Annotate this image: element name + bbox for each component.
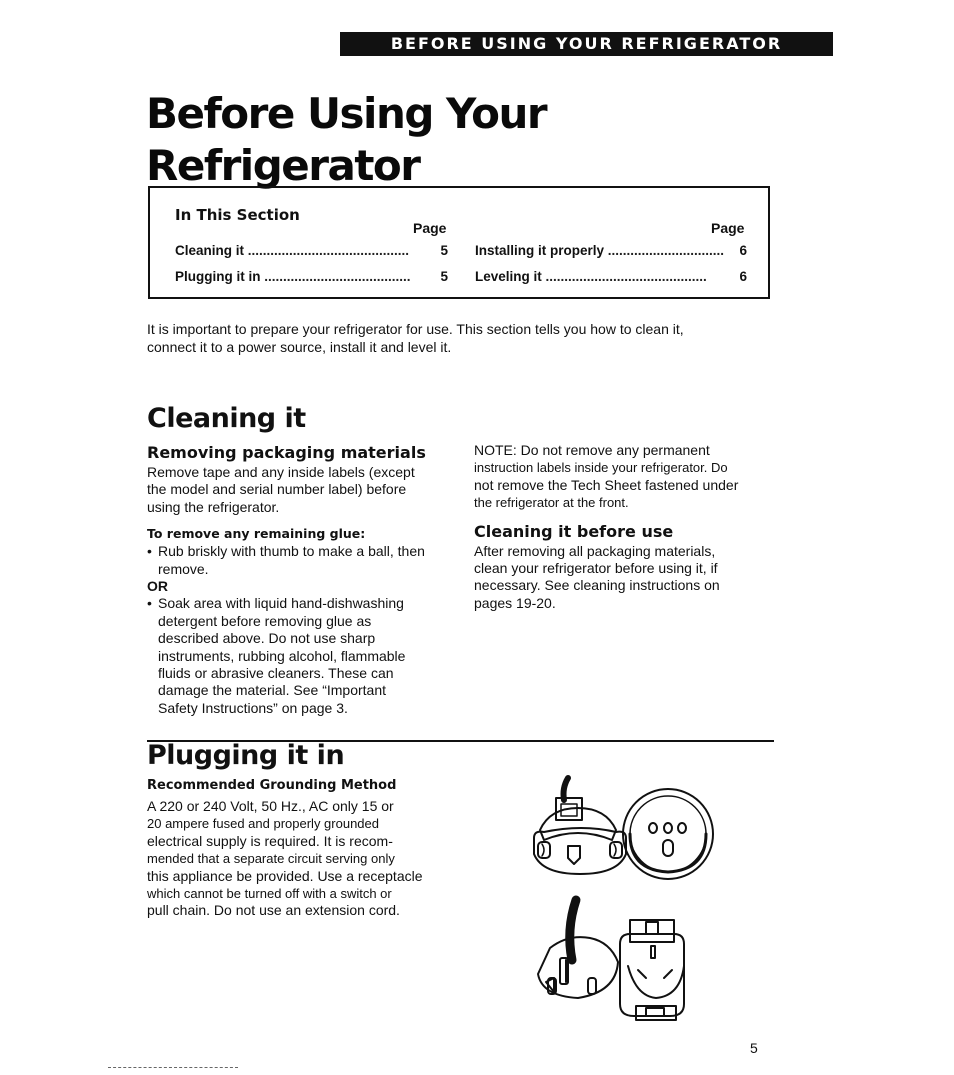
removing-packaging-text — [147, 464, 457, 516]
toc-item-label: Plugging it in — [175, 269, 261, 284]
toc-page-label-left: Page — [413, 220, 447, 236]
toc-item-leveling[interactable]: Leveling it ........................................... 6 — [475, 269, 747, 284]
cleaning-left-column — [147, 443, 457, 717]
text-line: instruction labels inside your refrigerator. Do — [474, 460, 728, 476]
plugging-heading: Plugging it in — [147, 740, 345, 771]
text-line: the refrigerator at the front. — [474, 495, 629, 511]
text-line: the model and serial number label) before — [147, 481, 407, 498]
text-line: this appliance be provided. Use a receptacle — [147, 867, 423, 884]
toc-item-cleaning[interactable]: Cleaning it ........................................... 5 — [175, 243, 448, 258]
toc-item-label: Installing it properly — [475, 243, 605, 258]
cleaning-before-use-text — [474, 543, 784, 613]
cleaning-before-use-heading: Cleaning it before use — [474, 521, 674, 541]
glue-heading: To remove any remaining glue: — [147, 526, 366, 542]
toc-heading: In This Section — [175, 206, 300, 224]
text-line: electrical supply is required. It is recom- — [147, 832, 393, 849]
text-line: After removing all packaging materials, — [474, 542, 716, 559]
text-line: • Rub briskly with thumb to make a ball, then — [158, 543, 425, 560]
toc-page-label-right: Page — [711, 220, 745, 236]
text-line: pages 19-20. — [474, 594, 556, 611]
toc-item-label: Leveling it — [475, 269, 542, 284]
plug-and-receptacle-illustration — [520, 770, 720, 1030]
text-line: • Soak area with liquid hand-dishwashing — [158, 595, 404, 612]
page-number: 5 — [750, 1040, 758, 1056]
toc-item-plugging[interactable]: Plugging it in ....................................... 5 — [175, 269, 448, 284]
intro-paragraph — [147, 320, 787, 356]
page-title-line2: Refrigerator — [146, 141, 420, 190]
text-line: not remove the Tech Sheet fastened under — [474, 476, 739, 493]
text-line: NOTE: Do not remove any permanent — [474, 442, 710, 458]
text-line: Safety Instructions” on page 3. — [158, 699, 348, 716]
intro-line: connect it to a power source, install it and level it. — [147, 339, 452, 355]
text-line: A 220 or 240 Volt, 50 Hz., AC only 15 or — [147, 798, 394, 814]
text-line: remove. — [158, 560, 209, 577]
toc-item-page: 6 — [739, 243, 747, 258]
footer-rule — [108, 1067, 238, 1069]
text-line: fluids or abrasive cleaners. These can — [158, 665, 394, 682]
text-line: pull chain. Do not use an extension cord. — [147, 902, 400, 919]
toc-item-page: 6 — [739, 269, 747, 284]
toc-item-page: 5 — [440, 243, 448, 258]
toc-box — [148, 186, 770, 299]
section-banner: BEFORE USING YOUR REFRIGERATOR — [340, 32, 833, 56]
toc-item-installing[interactable]: Installing it properly ............................... 6 — [475, 243, 747, 258]
grounding-subheading: Recommended Grounding Method — [147, 778, 397, 793]
text-line: Remove tape and any inside labels (except — [147, 464, 415, 480]
plugging-text — [147, 798, 467, 920]
page-title-line1: Before Using Your — [146, 89, 547, 138]
text-line: necessary. See cleaning instructions on — [474, 577, 720, 594]
glue-bullet-2 — [147, 595, 457, 717]
cleaning-heading: Cleaning it — [147, 403, 306, 434]
text-line: detergent before removing glue as — [158, 612, 372, 629]
removing-packaging-heading: Removing packaging materials — [147, 443, 426, 462]
page-title — [146, 88, 546, 192]
text-line: clean your refrigerator before using it, if — [474, 560, 718, 577]
text-line: 20 ampere fused and properly grounded — [147, 816, 379, 832]
text-line: described above. Do not use sharp — [158, 630, 376, 647]
cleaning-right-column — [474, 442, 784, 612]
intro-line: It is important to prepare your refrigerator for use. This section tells you how to clean it, — [147, 321, 684, 337]
text-line: which cannot be turned off with a switch or — [147, 886, 392, 902]
toc-item-label: Cleaning it — [175, 243, 245, 258]
glue-bullet-1 — [147, 543, 457, 578]
text-line: using the refrigerator. — [147, 498, 280, 515]
text-line: instruments, rubbing alcohol, flammable — [158, 647, 406, 664]
text-line: damage the material. See “Important — [158, 682, 387, 699]
note-text — [474, 442, 784, 512]
or-label: OR — [147, 578, 168, 595]
toc-item-page: 5 — [440, 269, 448, 284]
text-line: mended that a separate circuit serving only — [147, 851, 395, 867]
